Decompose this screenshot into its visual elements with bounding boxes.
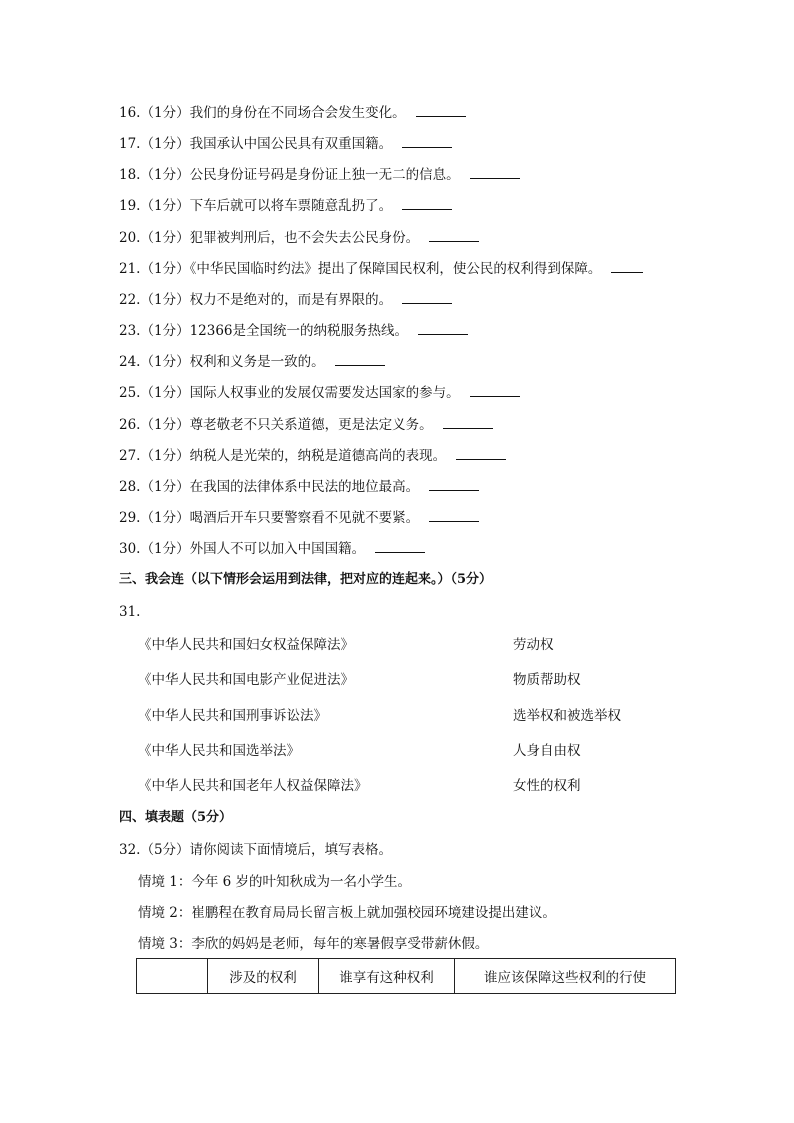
question-text: 国际人权事业的发展仅需要发达国家的参与。 [189, 385, 460, 401]
question-number: 22. [119, 292, 141, 308]
question-25 [119, 384, 520, 402]
question-22 [119, 291, 452, 309]
question-20 [119, 229, 479, 247]
law-item[interactable]: 《中华人民共和国电影产业促进法》 [138, 672, 354, 688]
question-score: （1分） [140, 510, 190, 526]
question-number: 24. [119, 354, 141, 370]
question-24 [119, 353, 385, 371]
answer-blank[interactable] [429, 229, 479, 242]
answer-blank[interactable] [611, 260, 643, 273]
question-17 [119, 135, 452, 153]
question-score: （1分） [140, 323, 190, 339]
question-text: 我国承认中国公民具有双重国籍。 [189, 136, 393, 152]
question-number: 29. [119, 510, 141, 526]
question-score: （1分） [140, 292, 190, 308]
question-text: 《中华民国临时约法》提出了保障国民权利，使公民的权利得到保障。 [189, 261, 602, 277]
question-text: 下车后就可以将车票随意乱扔了。 [189, 198, 393, 214]
question-number: 19. [119, 198, 141, 214]
question-score: （1分） [140, 167, 190, 183]
question-score: （1分） [140, 230, 190, 246]
question-text: 在我国的法律体系中民法的地位最高。 [189, 479, 420, 495]
answer-blank[interactable] [429, 478, 479, 491]
rights-table [136, 958, 676, 994]
question-30 [119, 540, 425, 558]
answer-blank[interactable] [375, 540, 425, 553]
question-score: （1分） [140, 105, 190, 121]
question-text: 12366是全国统一的纳税服务热线。 [189, 323, 409, 339]
question-number: 25. [119, 385, 141, 401]
answer-blank[interactable] [416, 104, 466, 117]
table-header-row [137, 959, 676, 994]
law-item[interactable]: 《中华人民共和国刑事诉讼法》 [138, 708, 327, 724]
question-text: 尊老敬老不只关系道德，更是法定义务。 [189, 417, 433, 433]
question-number: 26. [119, 417, 141, 433]
section-4-heading: 四、填表题（5分） [119, 810, 233, 825]
question-score: （1分） [140, 136, 190, 152]
question-score: （1分） [140, 479, 190, 495]
question-score: （1分） [140, 354, 190, 370]
question-score: （1分） [140, 198, 190, 214]
right-item[interactable]: 选举权和被选举权 [513, 708, 621, 724]
question-score: （1分） [140, 541, 190, 557]
table-header-cell [137, 959, 208, 994]
question-number: 17. [119, 136, 141, 152]
question-number: 27. [119, 448, 141, 464]
question-number: 21. [119, 261, 141, 277]
answer-blank[interactable] [418, 322, 468, 335]
answer-blank[interactable] [429, 509, 479, 522]
question-28 [119, 478, 479, 496]
question-21 [119, 260, 643, 278]
question-number: 28. [119, 479, 141, 495]
question-number: 18. [119, 167, 141, 183]
answer-blank[interactable] [402, 135, 452, 148]
section-3-heading: 三、我会连（以下情形会运用到法律，把对应的连起来。）（5分） [119, 572, 493, 587]
question-text: 纳税人是光荣的，纳税是道德高尚的表现。 [189, 448, 447, 464]
question-27 [119, 447, 506, 465]
question-18 [119, 166, 520, 184]
question-number: 23. [119, 323, 141, 339]
question-text: 喝酒后开车只要警察看不见就不要紧。 [189, 510, 420, 526]
answer-blank[interactable] [402, 197, 452, 210]
right-item[interactable]: 劳动权 [513, 637, 554, 653]
answer-blank[interactable] [402, 291, 452, 304]
answer-blank[interactable] [335, 353, 385, 366]
answer-blank[interactable] [443, 416, 493, 429]
table-header-cell: 谁应该保障这些权利的行使 [455, 959, 676, 994]
question-text: 权利和义务是一致的。 [189, 354, 325, 370]
answer-blank[interactable] [456, 447, 506, 460]
question-text: 权力不是绝对的，而是有界限的。 [189, 292, 393, 308]
question-text: 犯罪被判刑后，也不会失去公民身份。 [189, 230, 420, 246]
law-item[interactable]: 《中华人民共和国老年人权益保障法》 [138, 778, 368, 794]
question-score: （1分） [140, 261, 190, 277]
situation-3: 情境 3：李欣的妈妈是老师，每年的寒暑假享受带薪休假。 [138, 936, 489, 952]
law-item[interactable]: 《中华人民共和国选举法》 [138, 743, 300, 759]
situation-2: 情境 2：崔鹏程在教育局局长留言板上就加强校园环境建设提出建议。 [138, 905, 556, 921]
table-header-cell: 谁享有这种权利 [319, 959, 455, 994]
table-header-cell: 涉及的权利 [208, 959, 319, 994]
question-23 [119, 322, 468, 340]
answer-blank[interactable] [470, 166, 520, 179]
right-item[interactable]: 人身自由权 [513, 743, 581, 759]
question-number: 30. [119, 541, 141, 557]
question-text: 外国人不可以加入中国国籍。 [189, 541, 366, 557]
law-item[interactable]: 《中华人民共和国妇女权益保障法》 [138, 637, 354, 653]
answer-blank[interactable] [470, 384, 520, 397]
question-19 [119, 197, 452, 215]
question-16 [119, 104, 466, 122]
right-item[interactable]: 女性的权利 [513, 778, 581, 794]
question-text: 公民身份证号码是身份证上独一无二的信息。 [189, 167, 460, 183]
question-29 [119, 509, 479, 527]
question-31-number: 31. [119, 604, 141, 620]
right-item[interactable]: 物质帮助权 [513, 672, 581, 688]
question-number: 16. [119, 105, 141, 121]
question-32: 32.（5分）请你阅读下面情境后，填写表格。 [119, 842, 393, 858]
question-score: （1分） [140, 417, 190, 433]
question-number: 20. [119, 230, 141, 246]
question-26 [119, 416, 493, 434]
question-score: （1分） [140, 448, 190, 464]
question-text: 我们的身份在不同场合会发生变化。 [189, 105, 406, 121]
situation-1: 情境 1：今年 6 岁的叶知秋成为一名小学生。 [138, 874, 412, 890]
question-score: （1分） [140, 385, 190, 401]
